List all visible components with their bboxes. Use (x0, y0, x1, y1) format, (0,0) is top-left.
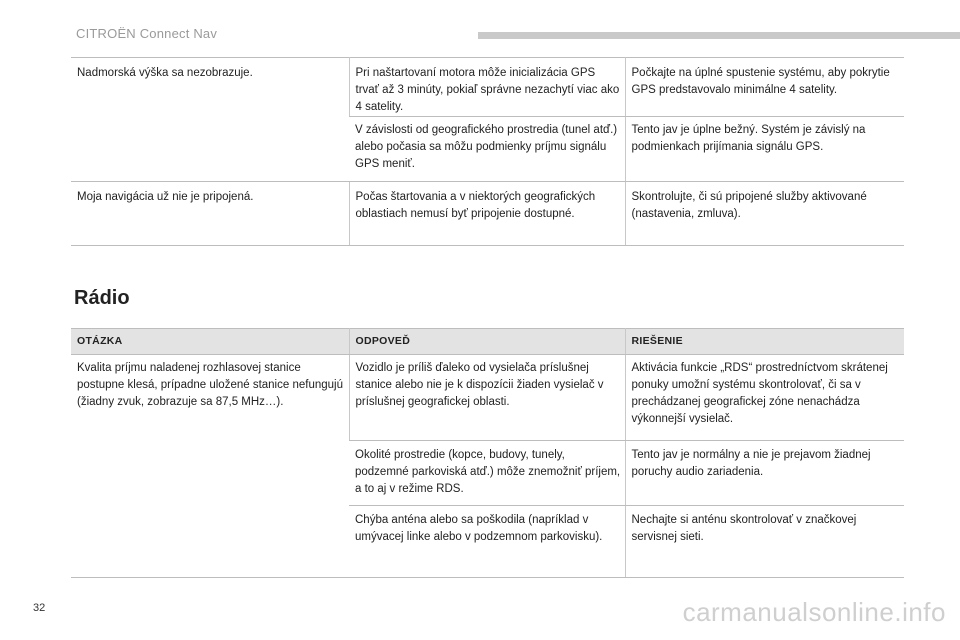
solution-cell: Tento jav je normálny a nie je prejavom žiadnej poruchy audio zariadenia. (625, 441, 904, 506)
page-number: 32 (33, 602, 46, 614)
column-header-answer: ODPOVEĎ (349, 329, 625, 355)
column-header-question: OTÁZKA (71, 329, 349, 355)
solution-cell: Počkajte na úplné spustenie systému, aby pokrytie GPS predstavovalo minimálne 4 satelity. (625, 58, 904, 117)
question-cell: Moja navigácia už nie je pripojená. (71, 182, 349, 246)
solution-cell: Tento jav je úplne bežný. Systém je závislý na podmienkach prijímania signálu GPS. (625, 117, 904, 182)
cause-cell: Pri naštartovaní motora môže inicializácia GPS trvať až 3 minúty, pokiaľ správne nezachytí viac ako 4 satelity. (349, 58, 625, 117)
troubleshooting-table-navigation (71, 57, 904, 246)
header-bar (478, 32, 960, 39)
table-row (71, 182, 904, 246)
solution-cell: Aktivácia funkcie „RDS“ prostredníctvom skrátenej ponuky umožní systému skontrolovať, či sa v prechádzanej geografickej zóne nenachádza výkonnejší vysielač. (625, 355, 904, 441)
watermark: carmanualsonline.info (682, 597, 946, 627)
cause-cell: Počas štartovania a v niektorých geografických oblastiach nemusí byť pripojenie dostupné. (349, 182, 625, 246)
table-row (71, 355, 904, 441)
cause-cell: Chýba anténa alebo sa poškodila (napríklad v umývacej linke alebo v podzemnom parkovisku). (349, 506, 625, 578)
cause-cell: Okolité prostredie (kopce, budovy, tunely, podzemné parkoviská atď.) môže znemožniť príjem, a to aj v režime RDS. (349, 441, 625, 506)
solution-cell: Skontrolujte, či sú pripojené služby aktivované (nastavenia, zmluva). (625, 182, 904, 246)
cause-cell: V závislosti od geografického prostredia (tunel atď.) alebo počasia sa môžu podmienky príjmu signálu GPS meniť. (349, 117, 625, 182)
section-title-radio: Rádio (74, 287, 130, 309)
document-header-title: CITROËN Connect Nav (76, 26, 218, 41)
table-header-row (71, 329, 904, 355)
table-row (71, 58, 904, 117)
troubleshooting-table-radio (71, 328, 904, 578)
cause-cell: Vozidlo je príliš ďaleko od vysielača príslušnej stanice alebo nie je k dispozícii žiaden vysielač v príslušnej geografickej oblasti. (349, 355, 625, 441)
question-cell: Kvalita príjmu naladenej rozhlasovej stanice postupne klesá, prípadne uložené stanice nefungujú (žiadny zvuk, zobrazuje sa 87,5 MHz…). (71, 355, 349, 578)
solution-cell: Nechajte si anténu skontrolovať v značkovej servisnej sieti. (625, 506, 904, 578)
column-header-solution: RIEŠENIE (625, 329, 904, 355)
question-cell: Nadmorská výška sa nezobrazuje. (71, 58, 349, 182)
